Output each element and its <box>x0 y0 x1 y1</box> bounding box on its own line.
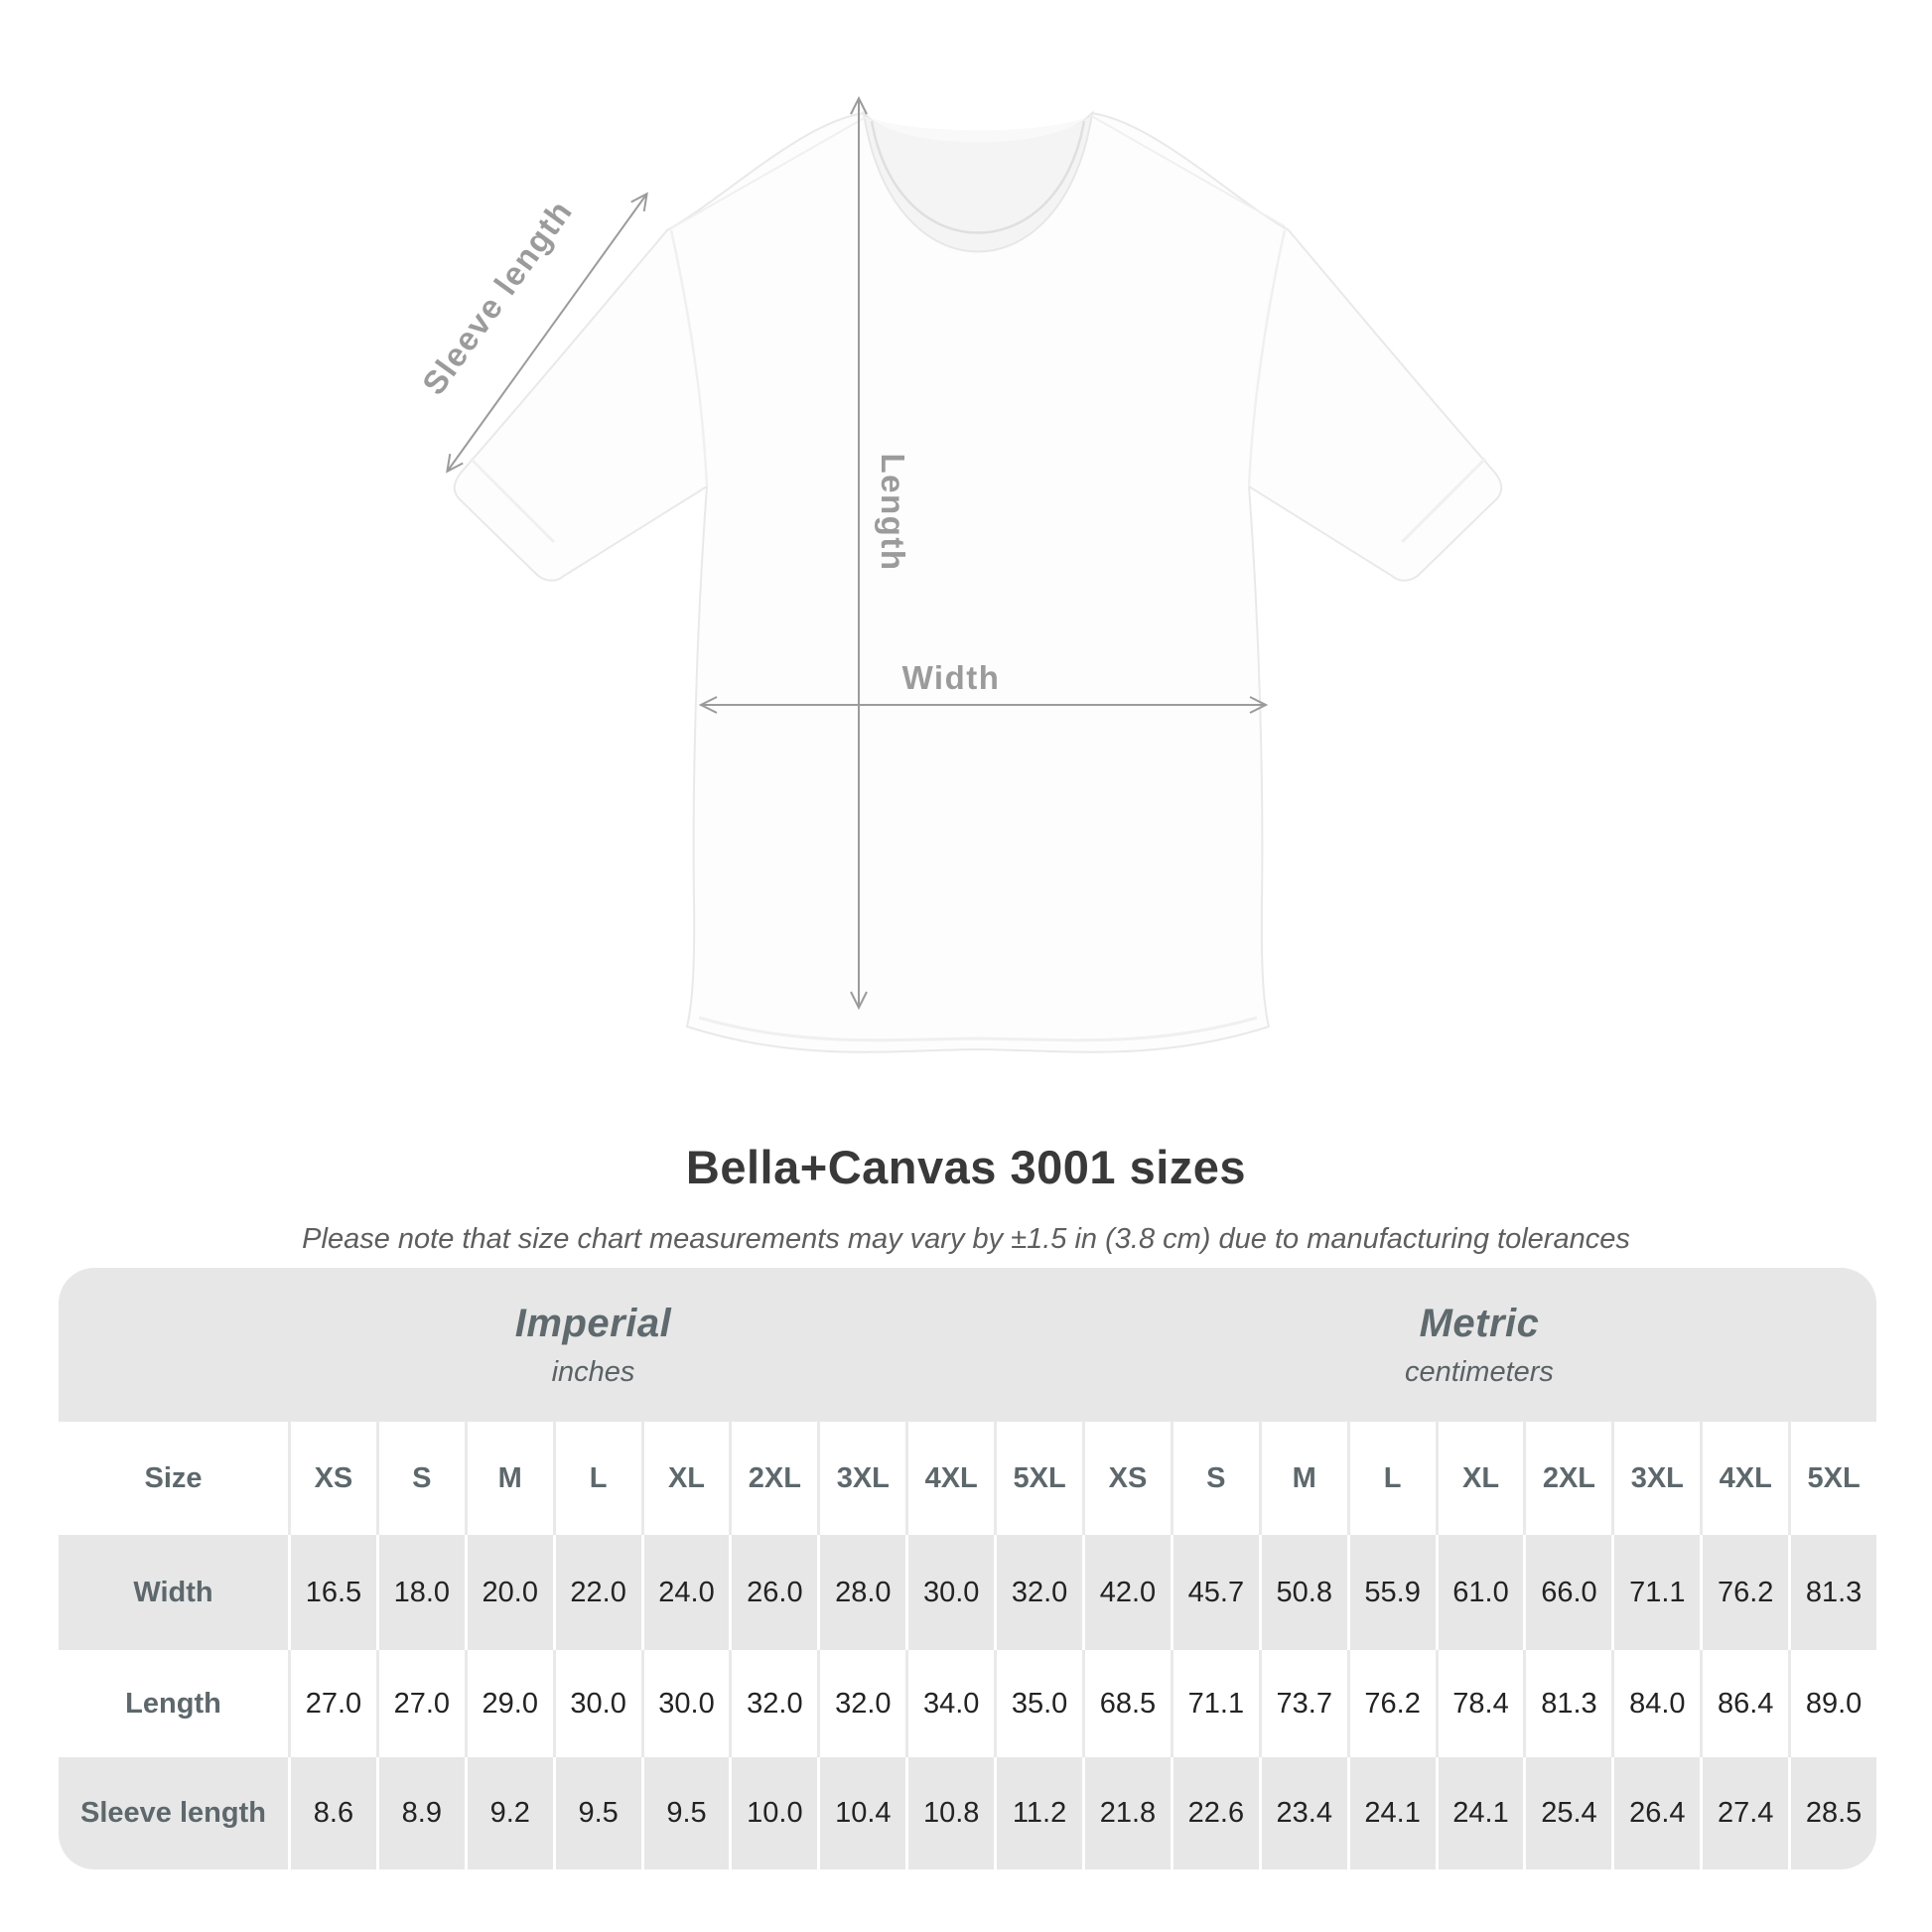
sleeve-metric-xl: 24.1 <box>1436 1757 1524 1869</box>
sleeve-metric-s: 22.6 <box>1171 1757 1259 1869</box>
length-imperial-4xl: 34.0 <box>905 1650 994 1757</box>
width-metric-xl: 61.0 <box>1436 1535 1524 1650</box>
size-col-imperial-xs: XS <box>288 1422 376 1535</box>
imperial-unit: inches <box>551 1355 635 1388</box>
length-imperial-xl: 30.0 <box>641 1650 730 1757</box>
width-label: Width <box>901 659 1001 696</box>
sleeve-imperial-5xl: 11.2 <box>994 1757 1082 1869</box>
sleeve-metric-m: 23.4 <box>1259 1757 1347 1869</box>
width-imperial-4xl: 30.0 <box>905 1535 994 1650</box>
length-metric-l: 76.2 <box>1347 1650 1436 1757</box>
length-label: Length <box>875 453 911 572</box>
length-metric-2xl: 81.3 <box>1523 1650 1611 1757</box>
length-metric-xs: 68.5 <box>1082 1650 1171 1757</box>
row-label-sleeve-length: Sleeve length <box>80 1797 266 1829</box>
width-imperial-s: 18.0 <box>376 1535 465 1650</box>
length-imperial-2xl: 32.0 <box>729 1650 817 1757</box>
imperial-header <box>59 1268 1082 1422</box>
size-col-metric-2xl: 2XL <box>1523 1422 1611 1535</box>
width-metric-3xl: 71.1 <box>1611 1535 1700 1650</box>
width-imperial-l: 22.0 <box>553 1535 641 1650</box>
size-col-imperial-m: M <box>465 1422 553 1535</box>
width-metric-5xl: 81.3 <box>1788 1535 1876 1650</box>
sleeve-imperial-xs: 8.6 <box>288 1757 376 1869</box>
sleeve-metric-3xl: 26.4 <box>1611 1757 1700 1869</box>
row-label-length: Length <box>125 1687 221 1720</box>
sleeve-metric-l: 24.1 <box>1347 1757 1436 1869</box>
size-header-label: Size <box>144 1461 203 1494</box>
sleeve-imperial-xl: 9.5 <box>641 1757 730 1869</box>
length-imperial-m: 29.0 <box>465 1650 553 1757</box>
size-col-metric-l: L <box>1347 1422 1436 1535</box>
page-title: Bella+Canvas 3001 sizes <box>685 1141 1247 1193</box>
width-imperial-3xl: 28.0 <box>817 1535 905 1650</box>
sleeve-length-label: Sleeve length <box>414 193 580 402</box>
size-col-metric-xl: XL <box>1436 1422 1524 1535</box>
width-metric-2xl: 66.0 <box>1523 1535 1611 1650</box>
sleeve-imperial-l: 9.5 <box>553 1757 641 1869</box>
size-col-metric-5xl: 5XL <box>1788 1422 1876 1535</box>
table-row-sleeve-length <box>59 1757 1876 1869</box>
size-col-imperial-l: L <box>553 1422 641 1535</box>
sleeve-imperial-3xl: 10.4 <box>817 1757 905 1869</box>
sleeve-metric-5xl: 28.5 <box>1788 1757 1876 1869</box>
metric-header <box>1082 1268 1876 1422</box>
unit-header-row <box>59 1268 1876 1422</box>
sleeve-metric-2xl: 25.4 <box>1523 1757 1611 1869</box>
metric-unit: centimeters <box>1405 1355 1554 1388</box>
length-imperial-5xl: 35.0 <box>994 1650 1082 1757</box>
size-col-metric-m: M <box>1259 1422 1347 1535</box>
length-metric-4xl: 86.4 <box>1700 1650 1788 1757</box>
size-col-imperial-3xl: 3XL <box>817 1422 905 1535</box>
sleeve-imperial-s: 8.9 <box>376 1757 465 1869</box>
length-imperial-3xl: 32.0 <box>817 1650 905 1757</box>
table-row-width <box>59 1535 1876 1650</box>
sleeve-imperial-2xl: 10.0 <box>729 1757 817 1869</box>
length-metric-xl: 78.4 <box>1436 1650 1524 1757</box>
size-col-imperial-2xl: 2XL <box>729 1422 817 1535</box>
size-col-metric-xs: XS <box>1082 1422 1171 1535</box>
width-imperial-m: 20.0 <box>465 1535 553 1650</box>
length-metric-5xl: 89.0 <box>1788 1650 1876 1757</box>
size-col-metric-s: S <box>1171 1422 1259 1535</box>
size-header-row <box>59 1422 1876 1535</box>
length-metric-m: 73.7 <box>1259 1650 1347 1757</box>
sleeve-metric-4xl: 27.4 <box>1700 1757 1788 1869</box>
metric-title: Metric <box>1419 1301 1540 1345</box>
tshirt-body <box>455 113 1501 1052</box>
width-metric-xs: 42.0 <box>1082 1535 1171 1650</box>
width-metric-s: 45.7 <box>1171 1535 1259 1650</box>
size-col-metric-4xl: 4XL <box>1700 1422 1788 1535</box>
size-col-imperial-xl: XL <box>641 1422 730 1535</box>
length-imperial-xs: 27.0 <box>288 1650 376 1757</box>
sleeve-imperial-m: 9.2 <box>465 1757 553 1869</box>
sleeve-metric-xs: 21.8 <box>1082 1757 1171 1869</box>
length-imperial-l: 30.0 <box>553 1650 641 1757</box>
sleeve-imperial-4xl: 10.8 <box>905 1757 994 1869</box>
width-metric-l: 55.9 <box>1347 1535 1436 1650</box>
size-chart-table <box>59 1268 1876 1869</box>
width-metric-4xl: 76.2 <box>1700 1535 1788 1650</box>
size-col-imperial-4xl: 4XL <box>905 1422 994 1535</box>
length-metric-s: 71.1 <box>1171 1650 1259 1757</box>
row-label-width: Width <box>133 1576 213 1608</box>
width-imperial-5xl: 32.0 <box>994 1535 1082 1650</box>
page-subtitle: Please note that size chart measurements may vary by ±1.5 in (3.8 cm) due to manufacturing tolerances <box>302 1223 1630 1255</box>
size-col-metric-3xl: 3XL <box>1611 1422 1700 1535</box>
table-row-length <box>59 1650 1876 1757</box>
length-metric-3xl: 84.0 <box>1611 1650 1700 1757</box>
width-imperial-2xl: 26.0 <box>729 1535 817 1650</box>
width-metric-m: 50.8 <box>1259 1535 1347 1650</box>
length-imperial-s: 27.0 <box>376 1650 465 1757</box>
size-col-imperial-5xl: 5XL <box>994 1422 1082 1535</box>
imperial-title: Imperial <box>514 1301 672 1345</box>
width-imperial-xs: 16.5 <box>288 1535 376 1650</box>
width-imperial-xl: 24.0 <box>641 1535 730 1650</box>
size-col-imperial-s: S <box>376 1422 465 1535</box>
